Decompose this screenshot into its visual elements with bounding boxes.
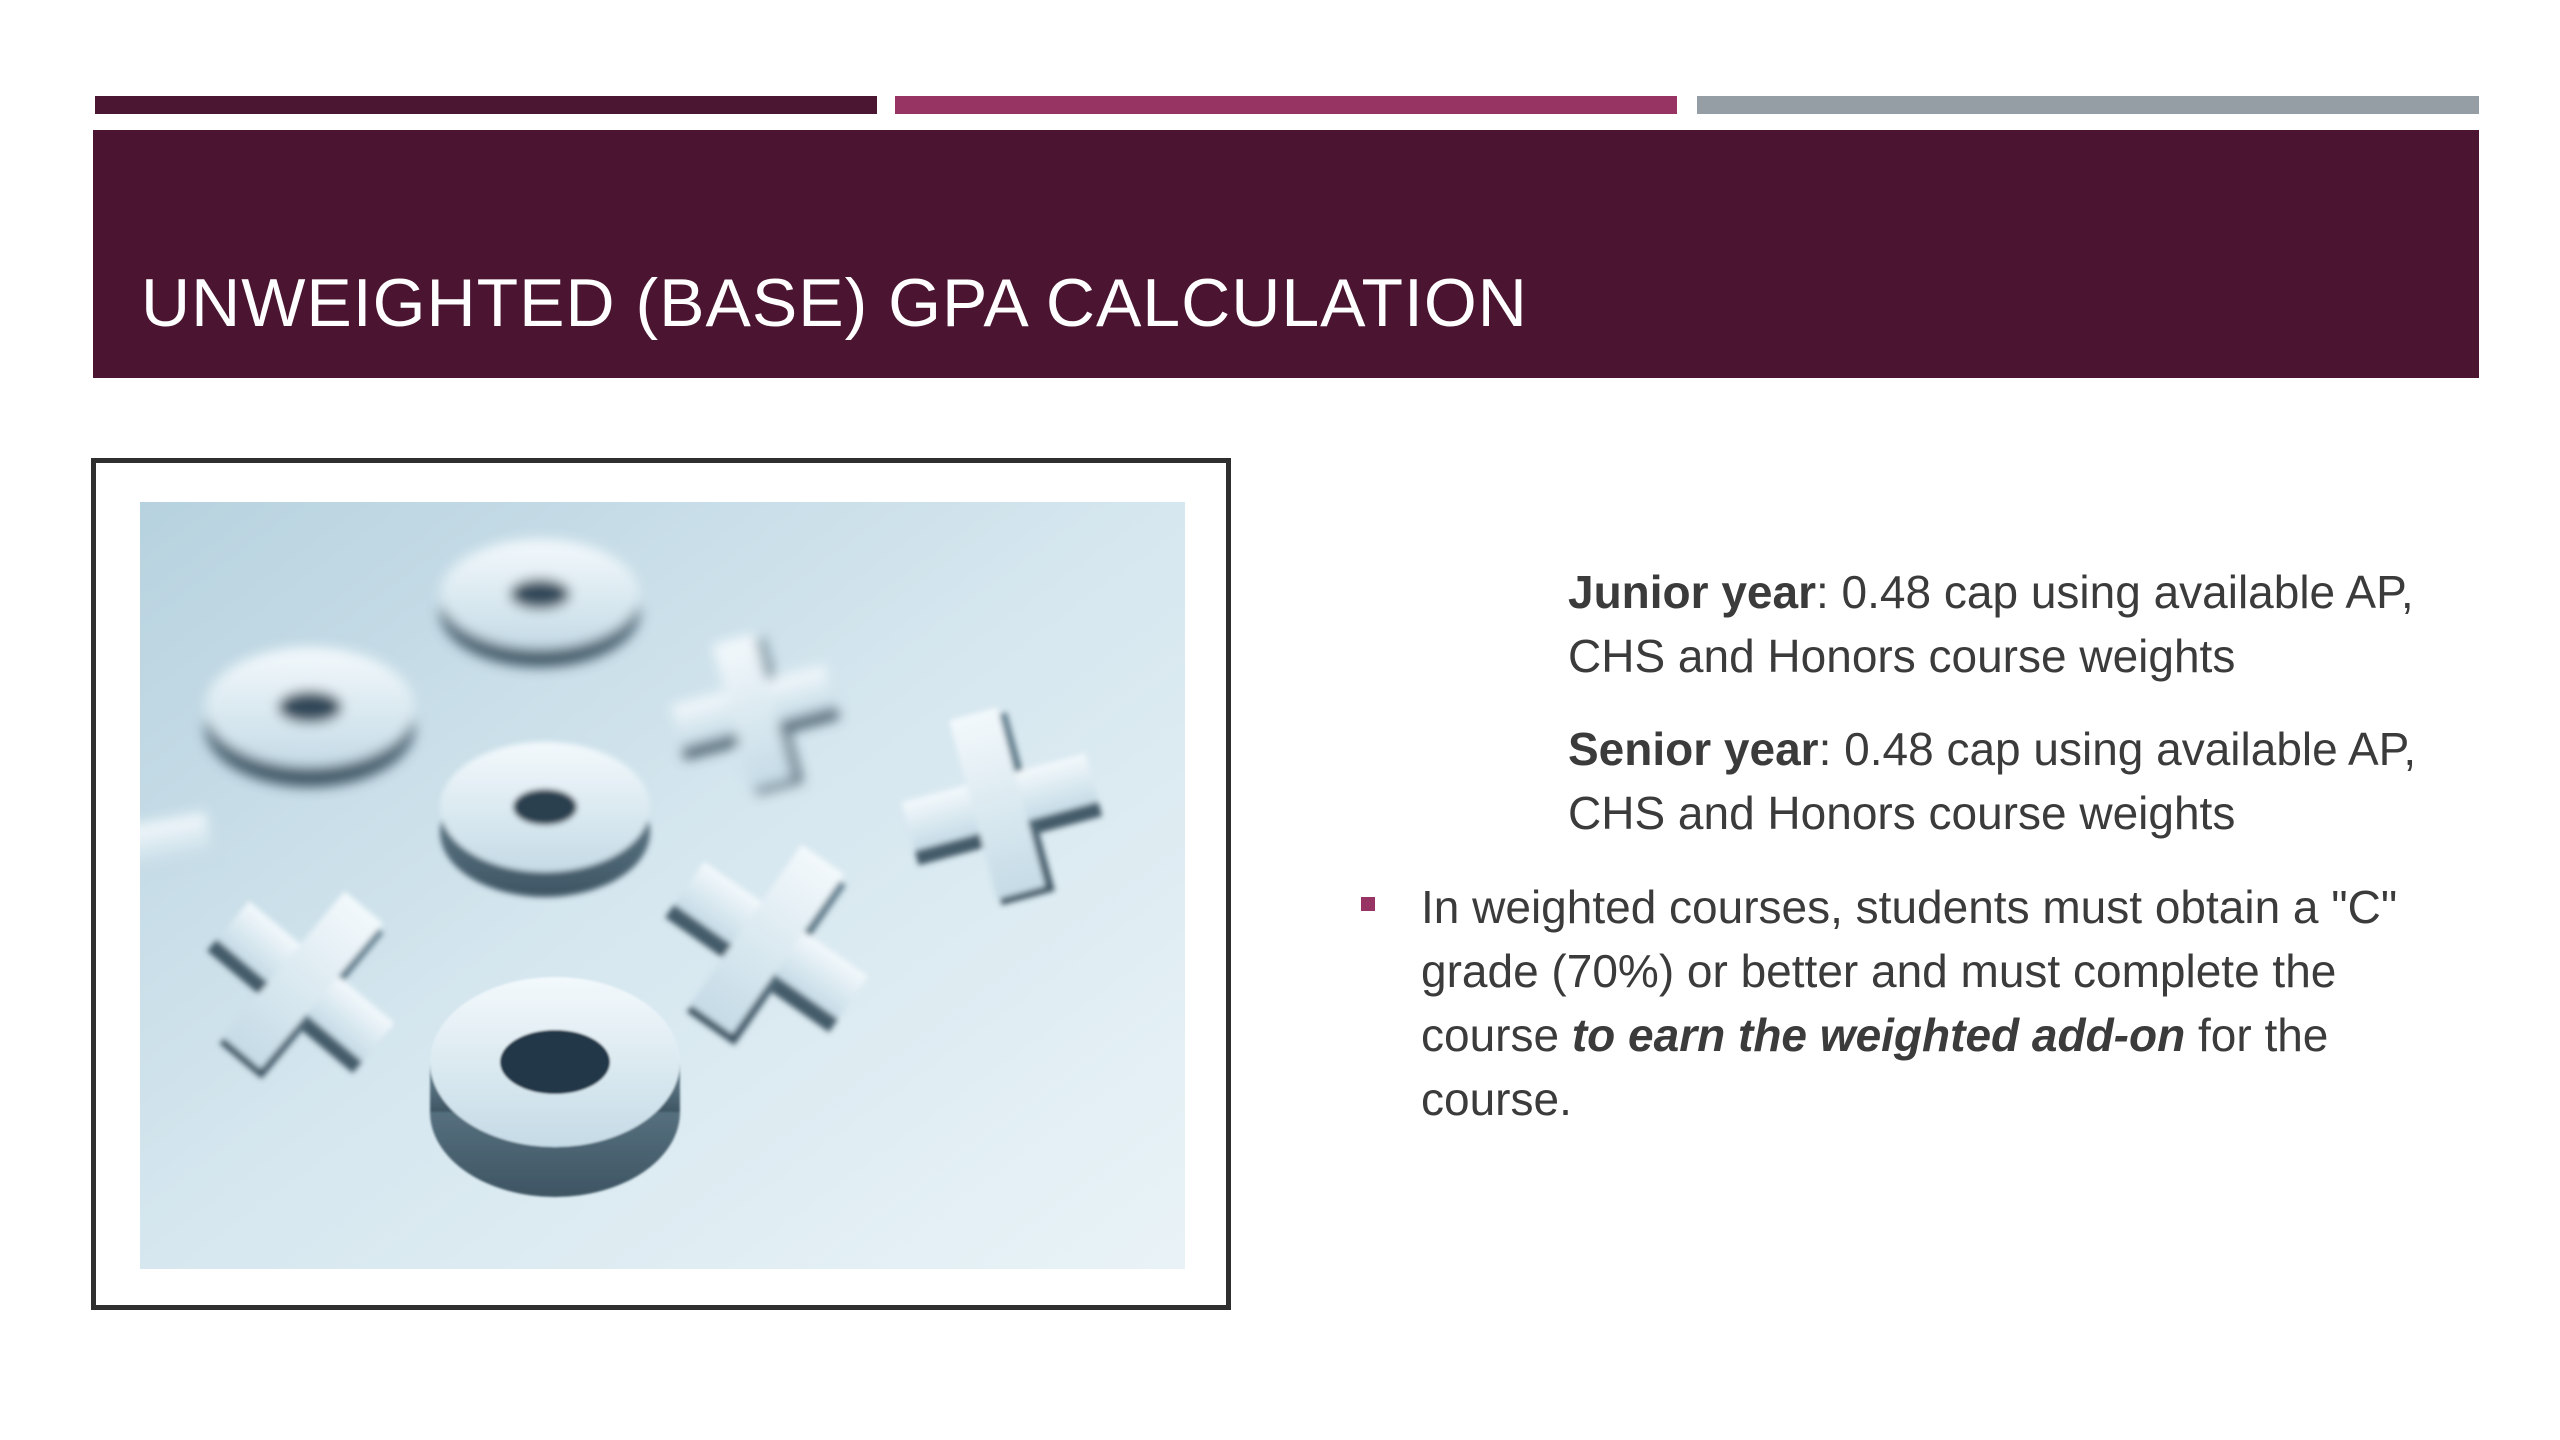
bullet-text-after: for the course. [1421,1009,2329,1125]
accent-bar-magenta [895,96,1677,114]
bullet-text [1421,875,2461,1131]
bullet-square-icon [1361,897,1375,911]
tic-tac-toe-image [140,502,1185,1269]
bullet-emphasis: to earn the weighted add-on [1571,1009,2186,1061]
senior-year-label: Senior year [1568,723,1819,775]
junior-year-label: Junior year [1568,566,1816,618]
junior-year-paragraph [1568,560,2468,688]
picture-frame [91,458,1231,1310]
senior-year-paragraph [1568,717,2468,845]
title-band [93,130,2479,378]
bullet-text-before: In weighted courses, students must obtain a "C" grade (70%) or better and must complete the course [1421,881,2398,1061]
senior-year-text: : 0.48 cap using available AP, CHS and Honors course weights [1568,723,2417,839]
bullet-item [1421,875,2461,1131]
accent-bar-dark [95,96,877,114]
accent-bar-gray [1697,96,2479,114]
junior-year-text: : 0.48 cap using available AP, CHS and Honors course weights [1568,566,2414,682]
slide-title: UNWEIGHTED (BASE) GPA CALCULATION [141,265,1528,341]
